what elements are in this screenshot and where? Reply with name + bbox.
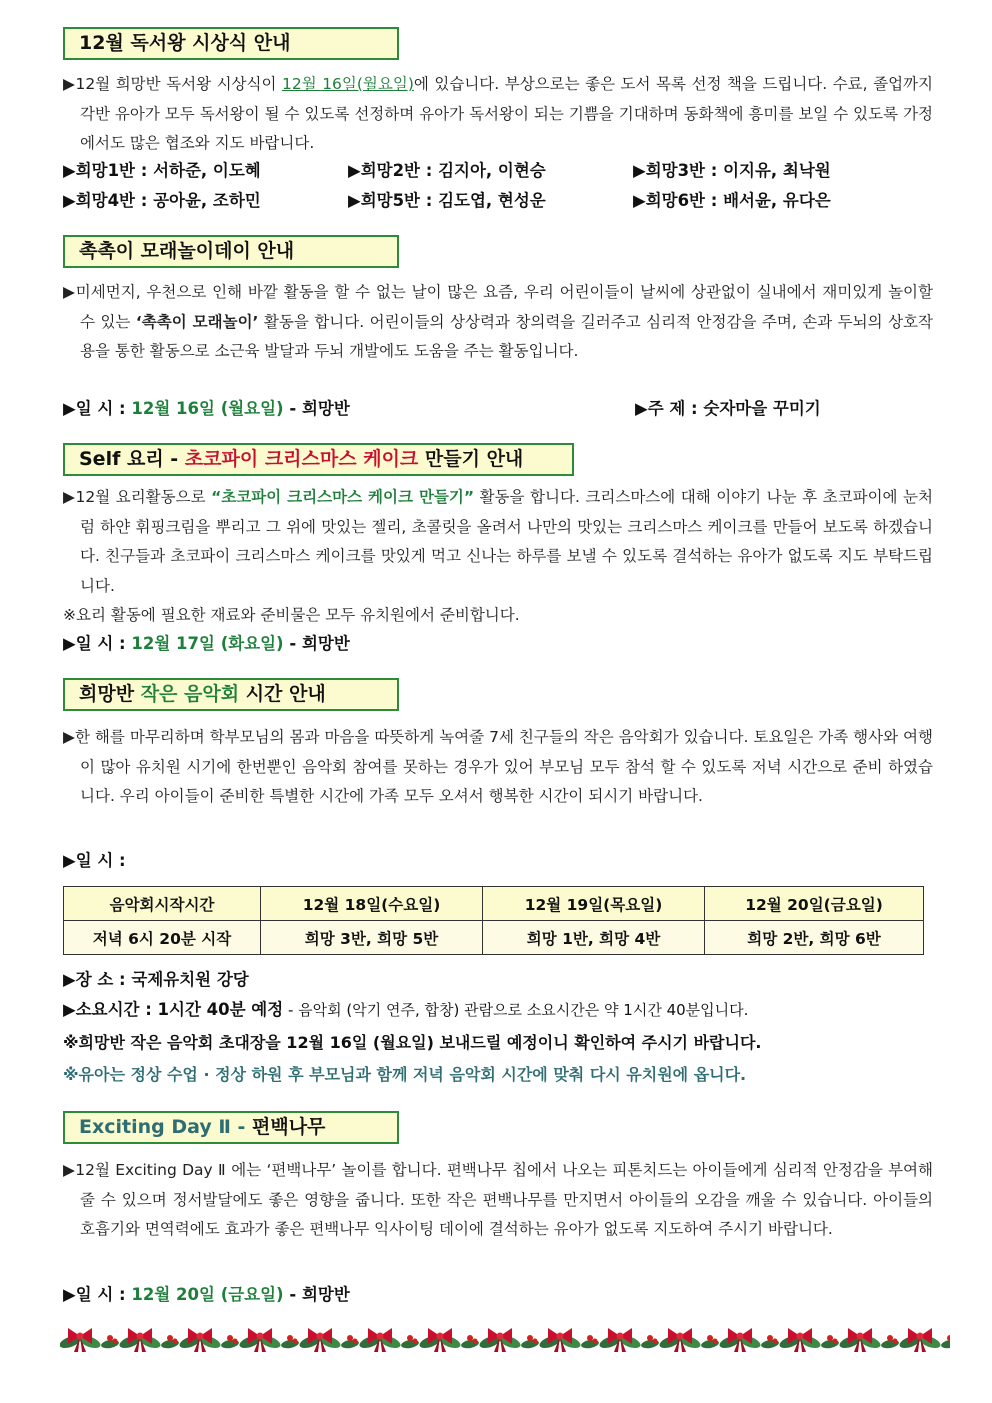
reading-award-paragraph xyxy=(63,70,933,159)
sand-play-highlight: ‘촉촉이 모래놀이’ xyxy=(135,312,259,331)
sand-play-theme-value: 숫자마을 꾸미기 xyxy=(703,399,821,418)
concert-title-c: 시간 안내 xyxy=(239,683,326,705)
concert-schedule-table xyxy=(63,886,924,955)
exciting-day-title-b: 편백나무 xyxy=(252,1116,326,1138)
concert-duration-detail: - 음악회 (악기 연주, 합창) 관람으로 소요시간은 약 1시간 40분입니다. xyxy=(283,1001,749,1019)
concert-table-header-row xyxy=(64,887,924,921)
reading-award-title-text: 12월 독서왕 시상식 안내 xyxy=(79,32,291,54)
cooking-title-a: Self 요리 - xyxy=(79,448,185,470)
exciting-day-title xyxy=(63,1111,399,1144)
concert-header-cell: 음악회시작시간 xyxy=(64,887,261,921)
sand-play-theme-line xyxy=(635,396,821,422)
concert-title xyxy=(63,678,399,711)
sand-play-title-text: 촉촉이 모래놀이데이 안내 xyxy=(79,240,295,262)
reading-award-date: 12월 16일(월요일) xyxy=(281,75,414,93)
cooking-date-suffix: - 희망반 xyxy=(283,634,350,653)
reading-award-title xyxy=(63,27,399,60)
winners-row-2 xyxy=(63,188,831,214)
winners-row-1 xyxy=(63,158,831,184)
sand-play-title xyxy=(63,235,399,268)
cooking-highlight: “초코파이 크리스마스 케이크 만들기” xyxy=(211,488,475,506)
cooking-note: ※요리 활동에 필요한 재료와 준비물은 모두 유치원에서 준비합니다. xyxy=(63,606,520,624)
reading-award-para-pre: ▶12월 희망반 독서왕 시상식이 xyxy=(63,75,282,93)
exciting-day-date-suffix: - 희망반 xyxy=(283,1285,350,1304)
sand-play-date-suffix: - 희망반 xyxy=(283,399,350,418)
concert-header-cell: 12월 20일(금요일) xyxy=(705,887,924,921)
concert-duration-label: ▶소요시간 : 1시간 40분 예정 xyxy=(63,1000,284,1019)
cooking-date-label: ▶일 시 : xyxy=(63,634,132,653)
concert-cell: 저녁 6시 20분 시작 xyxy=(64,921,261,955)
sand-play-paragraph xyxy=(63,278,933,367)
sand-play-para-pre: ▶미세먼지, 우천으로 인해 바깥 활동을 할 수 없는 날이 많은 요즘, 우리 어린이들이 날씨에 상관없이 실내에서 재미있게 놀이할 수 있는 xyxy=(63,283,933,331)
cooking-date-value: 12월 17일 (화요일) xyxy=(131,634,284,653)
cooking-title-c: 만들기 안내 xyxy=(418,448,524,470)
concert-cell: 희망 2반, 희망 6반 xyxy=(705,921,924,955)
winner-class-3: ▶희망3반 : 이지유, 최낙원 xyxy=(633,161,831,180)
concert-note-invitation: ※희망반 작은 음악회 초대장을 12월 16일 (월요일) 보내드릴 예정이니 확인하여 주시기 바랍니다. xyxy=(63,1033,762,1052)
cooking-para-pre: ▶12월 요리활동으로 xyxy=(63,488,212,506)
winner-class-6: ▶희망6반 : 배서윤, 유다은 xyxy=(633,191,831,210)
concert-title-b: 작은 음악회 xyxy=(140,683,240,705)
concert-paragraph: ▶한 해를 마무리하며 학부모님의 몸과 마음을 따뜻하게 녹여줄 7세 친구들의 작은 음악회가 있습니다. 토요일은 가족 행사와 여행이 많아 유치원 시기에 한번뿐인 음악회 참여를 못하는 경우가 있어 부모님 모두 참석 할 수 있도록 저녁 시간으로 준비 하였습니다. 우리 아이들이 준비한 특별한 시간에 가족 모두 오셔서 행복한 시간이 되시기 바랍니다. xyxy=(63,728,933,805)
winner-class-4: ▶희망4반 : 공아윤, 조하민 xyxy=(63,191,261,210)
reading-award-para-post: 에 있습니다. 부상으로는 좋은 도서 목록 선정 책을 드립니다. 수료, 졸업까지 각반 유아가 모두 독서왕이 될 수 있도록 선정하며 유아가 독서왕이 되는 기쁨을 기대하며 동화책에 흥미를 보일 수 있도록 가정에서도 많은 협조와 지도 바랍니다. xyxy=(80,75,933,152)
exciting-day-title-a: Exciting Day Ⅱ - xyxy=(79,1116,252,1138)
concert-header-cell: 12월 19일(목요일) xyxy=(483,887,705,921)
cooking-title-b: 초코파이 크리스마스 케이크 xyxy=(184,448,419,470)
sand-play-date-label: ▶일 시 : xyxy=(63,399,132,418)
cooking-date-line xyxy=(63,631,350,657)
christmas-garland-icon xyxy=(60,1318,950,1358)
concert-header-cell: 12월 18일(수요일) xyxy=(261,887,483,921)
concert-table-row xyxy=(64,921,924,955)
exciting-day-paragraph: ▶12월 Exciting Day Ⅱ 에는 ‘편백나무’ 놀이를 합니다. 편백나무 칩에서 나오는 피톤치드는 아이들에게 심리적 안정감을 부여해 줄 수 있으며 정서발달에도 좋은 영향을 줍니다. 또한 작은 편백나무를 만지면서 아이들의 오감을 깨울 수 있습니다. 아이들의 호흡기와 면역력에도 효과가 좋은 편백나무 익사이팅 데이에 결석하는 유아가 없도록 지도하여 주시기 바랍니다. xyxy=(63,1161,933,1238)
sand-play-date-line xyxy=(63,396,350,422)
concert-date-label: ▶일 시 : xyxy=(63,851,126,870)
concert-place: ▶장 소 : 국제유치원 강당 xyxy=(63,970,249,989)
concert-title-a: 희망반 xyxy=(79,683,141,705)
exciting-day-date-value: 12월 20일 (금요일) xyxy=(131,1285,284,1304)
exciting-day-date-line xyxy=(63,1282,350,1308)
concert-duration-line xyxy=(63,997,748,1023)
concert-note-return: ※유아는 정상 수업 · 정상 하원 후 부모님과 함께 저녁 음악회 시간에 맞춰 다시 유치원에 옵니다. xyxy=(63,1065,747,1084)
winner-class-5: ▶희망5반 : 김도엽, 현성운 xyxy=(348,191,546,210)
winner-class-1: ▶희망1반 : 서하준, 이도혜 xyxy=(63,161,261,180)
sand-play-theme-label: ▶주 제 : xyxy=(635,399,704,418)
winner-class-2: ▶희망2반 : 김지아, 이현승 xyxy=(348,161,546,180)
sand-play-para-post: 활동을 합니다. 어린이들의 상상력과 창의력을 길러주고 심리적 안정감을 주며, 손과 두뇌의 상호작용을 통한 활동으로 소근육 발달과 두뇌 개발에도 도움을 주는 활동입니다. xyxy=(80,312,934,360)
concert-cell: 희망 3반, 희망 5반 xyxy=(261,921,483,955)
cooking-title xyxy=(63,443,574,476)
sand-play-date-value: 12월 16일 (월요일) xyxy=(131,399,284,418)
concert-cell: 희망 1반, 희망 4반 xyxy=(483,921,705,955)
cooking-para-post: 활동을 합니다. 크리스마스에 대해 이야기 나눈 후 초코파이에 눈처럼 하얀 휘핑크림을 뿌리고 그 위에 맛있는 젤리, 초콜릿을 올려서 나만의 맛있는 크리스마스 케이크를 만들어 보도록 하겠습니다. 친구들과 초코파이 크리스마스 케이크를 맛있게 먹고 신나는 하루를 보낼 수 있도록 결석하는 유아가 없도록 지도 부탁드립니다. xyxy=(80,488,933,595)
exciting-day-date-label: ▶일 시 : xyxy=(63,1285,132,1304)
cooking-paragraph xyxy=(63,483,933,601)
